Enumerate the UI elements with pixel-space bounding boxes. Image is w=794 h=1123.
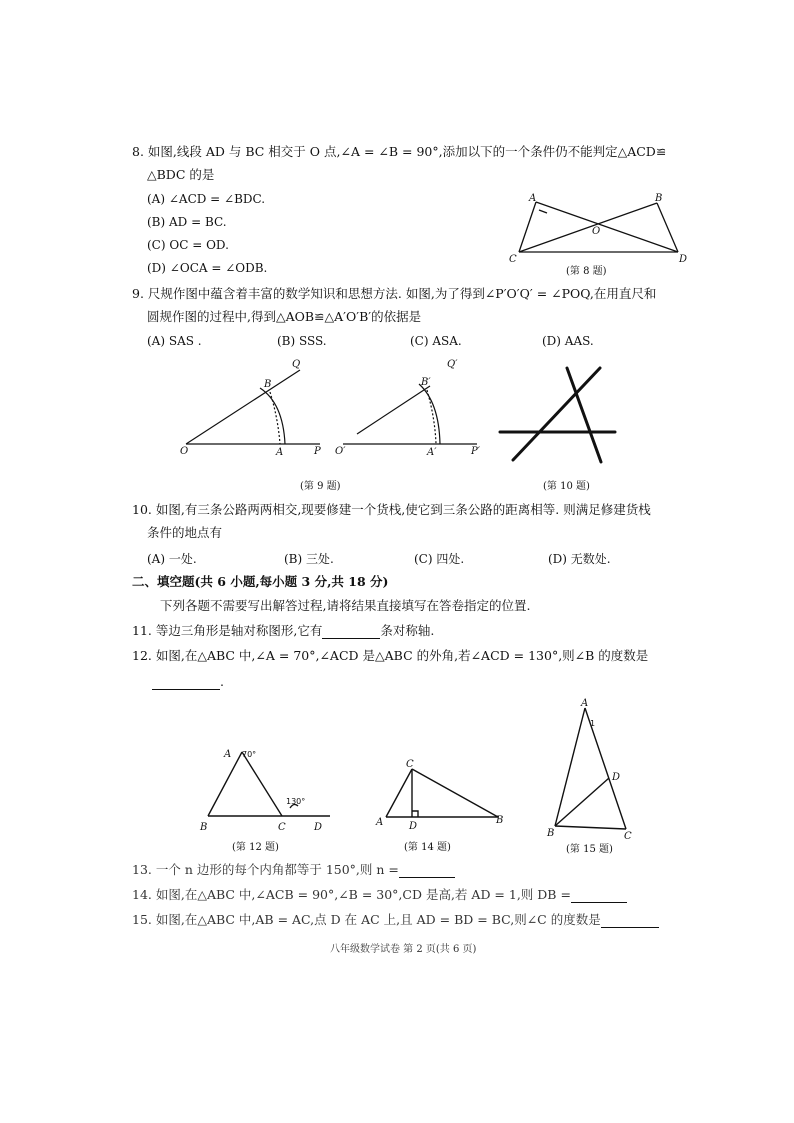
q15-side-ab bbox=[555, 708, 585, 826]
q12-stem-line2 bbox=[152, 674, 224, 690]
q15-answer-blank bbox=[601, 915, 659, 928]
q14-label-c: C bbox=[406, 759, 414, 770]
q12-label-a: A bbox=[224, 749, 232, 760]
q9-label-q: Q bbox=[292, 359, 301, 370]
q9-option-d: (D) AAS. bbox=[542, 334, 594, 348]
q15-label-c: C bbox=[624, 831, 632, 842]
q9-ray-o2q2 bbox=[357, 386, 430, 434]
q14-text: 14. 如图,在△ABC 中,∠ACB = 90°,∠B = 30°,CD 是高,若 AD = 1,则 DB = bbox=[132, 887, 571, 902]
q15-label-a: A bbox=[581, 698, 589, 709]
q10-option-c: (C) 四处. bbox=[414, 552, 465, 566]
q11-text: 11. 等边三角形是轴对称图形,它有 bbox=[132, 623, 323, 638]
q8-stem-line1: 8. 如图,线段 AD 与 BC 相交于 O 点,∠A = ∠B = 90°,添加以下的一个条件仍不能判定△ACD≌ bbox=[132, 144, 667, 159]
q15-label-d: D bbox=[612, 772, 621, 783]
q8-label-o: O bbox=[592, 226, 601, 237]
q14-right-angle-d bbox=[412, 811, 418, 817]
q14-label-d: D bbox=[409, 821, 418, 832]
q11-answer-blank bbox=[322, 626, 380, 639]
q9-label-b: B bbox=[264, 379, 272, 390]
q8-option-a: (A) ∠ACD = ∠BDC. bbox=[147, 192, 266, 206]
q8-figure bbox=[505, 190, 695, 270]
q15-side-bc bbox=[555, 826, 626, 829]
q9-option-c: (C) ASA. bbox=[410, 334, 462, 348]
q10-road-3 bbox=[567, 368, 601, 462]
q10-figure bbox=[495, 362, 625, 467]
q9-caption: (第 9 题) bbox=[300, 481, 341, 492]
q12-answer-blank bbox=[152, 677, 220, 690]
q10-caption: (第 10 题) bbox=[543, 481, 590, 492]
q8-option-c: (C) OC = OD. bbox=[147, 238, 229, 252]
q11-after: 条对称轴. bbox=[380, 623, 435, 638]
q9-label-p2: P′ bbox=[471, 446, 480, 457]
q10-option-b: (B) 三处. bbox=[284, 552, 334, 566]
q13-stem bbox=[132, 862, 455, 878]
q9-figure-left bbox=[178, 358, 328, 463]
q8-option-d: (D) ∠OCA = ∠ODB. bbox=[147, 261, 268, 275]
q14-answer-blank bbox=[571, 890, 627, 903]
q9-label-o: O bbox=[180, 446, 189, 457]
section2-heading: 二、填空题(共 6 小题,每小题 3 分,共 18 分) bbox=[132, 574, 389, 589]
q14-side-ac bbox=[386, 769, 412, 817]
q8-segment-ac bbox=[519, 202, 536, 252]
q15-figure bbox=[540, 696, 640, 841]
q13-text: 13. 一个 n 边形的每个内角都等于 150°,则 n = bbox=[132, 862, 399, 877]
q9-figure-right bbox=[335, 358, 485, 463]
q9-stem-line2: 圆规作图的过程中,得到△AOB≌△A′O′B′的依据是 bbox=[147, 309, 422, 324]
q8-right-angle-a bbox=[539, 210, 547, 213]
q11-stem bbox=[132, 623, 434, 639]
q14-figure bbox=[372, 755, 512, 835]
q10-option-a: (A) 一处. bbox=[147, 552, 197, 566]
q9-ray-oq bbox=[186, 370, 300, 444]
q9-dotted-ab bbox=[270, 392, 280, 444]
q12-figure bbox=[198, 740, 338, 835]
q14-stem bbox=[132, 887, 627, 903]
q10-road-2 bbox=[513, 368, 600, 460]
q9-label-a2: A′ bbox=[427, 447, 437, 458]
q12-label-130: 130° bbox=[286, 797, 306, 806]
q8-label-d: D bbox=[679, 254, 688, 265]
q8-segment-ad bbox=[536, 202, 678, 252]
q15-label-angle-1: 1 bbox=[590, 719, 596, 728]
q8-label-c: C bbox=[509, 254, 517, 265]
q9-label-o2: O′ bbox=[335, 446, 346, 457]
q14-label-b: B bbox=[496, 815, 504, 826]
q9-stem-line1: 9. 尺规作图中蕴含着丰富的数学知识和思想方法. 如图,为了得到∠P′O′Q′ = ∠POQ,在用直尺和 bbox=[132, 286, 657, 301]
q12-label-d: D bbox=[314, 822, 323, 833]
q15-segment-bd bbox=[555, 778, 609, 826]
q10-stem-line2: 条件的地点有 bbox=[147, 525, 223, 540]
q9-arc-2 bbox=[419, 384, 440, 444]
q12-side-ac bbox=[242, 752, 282, 816]
q12-stem-line1: 12. 如图,在△ABC 中,∠A = 70°,∠ACD 是△ABC 的外角,若∠ACD = 130°,则∠B 的度数是 bbox=[132, 648, 649, 663]
q15-stem bbox=[132, 912, 659, 928]
q12-label-70: 70° bbox=[242, 750, 257, 759]
q9-option-b: (B) SSS. bbox=[277, 334, 327, 348]
q9-label-p: P bbox=[314, 446, 321, 457]
q8-label-a: A bbox=[529, 193, 537, 204]
q8-label-b: B bbox=[655, 193, 663, 204]
section2-instruction: 下列各题不需要写出解答过程,请将结果直接填写在答卷指定的位置. bbox=[160, 598, 531, 613]
q15-text: 15. 如图,在△ABC 中,AB = AC,点 D 在 AC 上,且 AD = BD = BC,则∠C 的度数是 bbox=[132, 912, 601, 927]
q8-option-b: (B) AD = BC. bbox=[147, 215, 227, 229]
q8-segment-bd bbox=[657, 203, 678, 252]
q9-dotted-a2b2 bbox=[427, 390, 436, 444]
q12-caption: (第 12 题) bbox=[232, 842, 279, 853]
q15-label-b: B bbox=[547, 828, 555, 839]
q9-label-a: A bbox=[276, 447, 284, 458]
q9-label-b2: B′ bbox=[421, 377, 431, 388]
q15-caption: (第 15 题) bbox=[566, 844, 613, 855]
q10-option-d: (D) 无数处. bbox=[548, 552, 611, 566]
q9-arc bbox=[260, 388, 285, 444]
q13-answer-blank bbox=[399, 865, 455, 878]
q14-side-cb bbox=[412, 769, 498, 817]
q8-caption: (第 8 题) bbox=[566, 266, 607, 277]
q9-option-a: (A) SAS . bbox=[147, 334, 202, 348]
q10-stem-line1: 10. 如图,有三条公路两两相交,现要修建一个货栈,使它到三条公路的距离相等. 则满足修建货栈 bbox=[132, 502, 651, 517]
q8-stem-line2: △BDC 的是 bbox=[147, 167, 215, 182]
q14-caption: (第 14 题) bbox=[404, 842, 451, 853]
q12-label-b: B bbox=[200, 822, 208, 833]
q9-label-q2: Q′ bbox=[447, 359, 458, 370]
q14-label-a: A bbox=[376, 817, 384, 828]
page-footer: 八年级数学试卷 第 2 页(共 6 页) bbox=[330, 944, 477, 955]
q12-side-ab bbox=[208, 752, 242, 816]
q12-label-c: C bbox=[278, 822, 286, 833]
q12-tail: . bbox=[220, 674, 224, 689]
